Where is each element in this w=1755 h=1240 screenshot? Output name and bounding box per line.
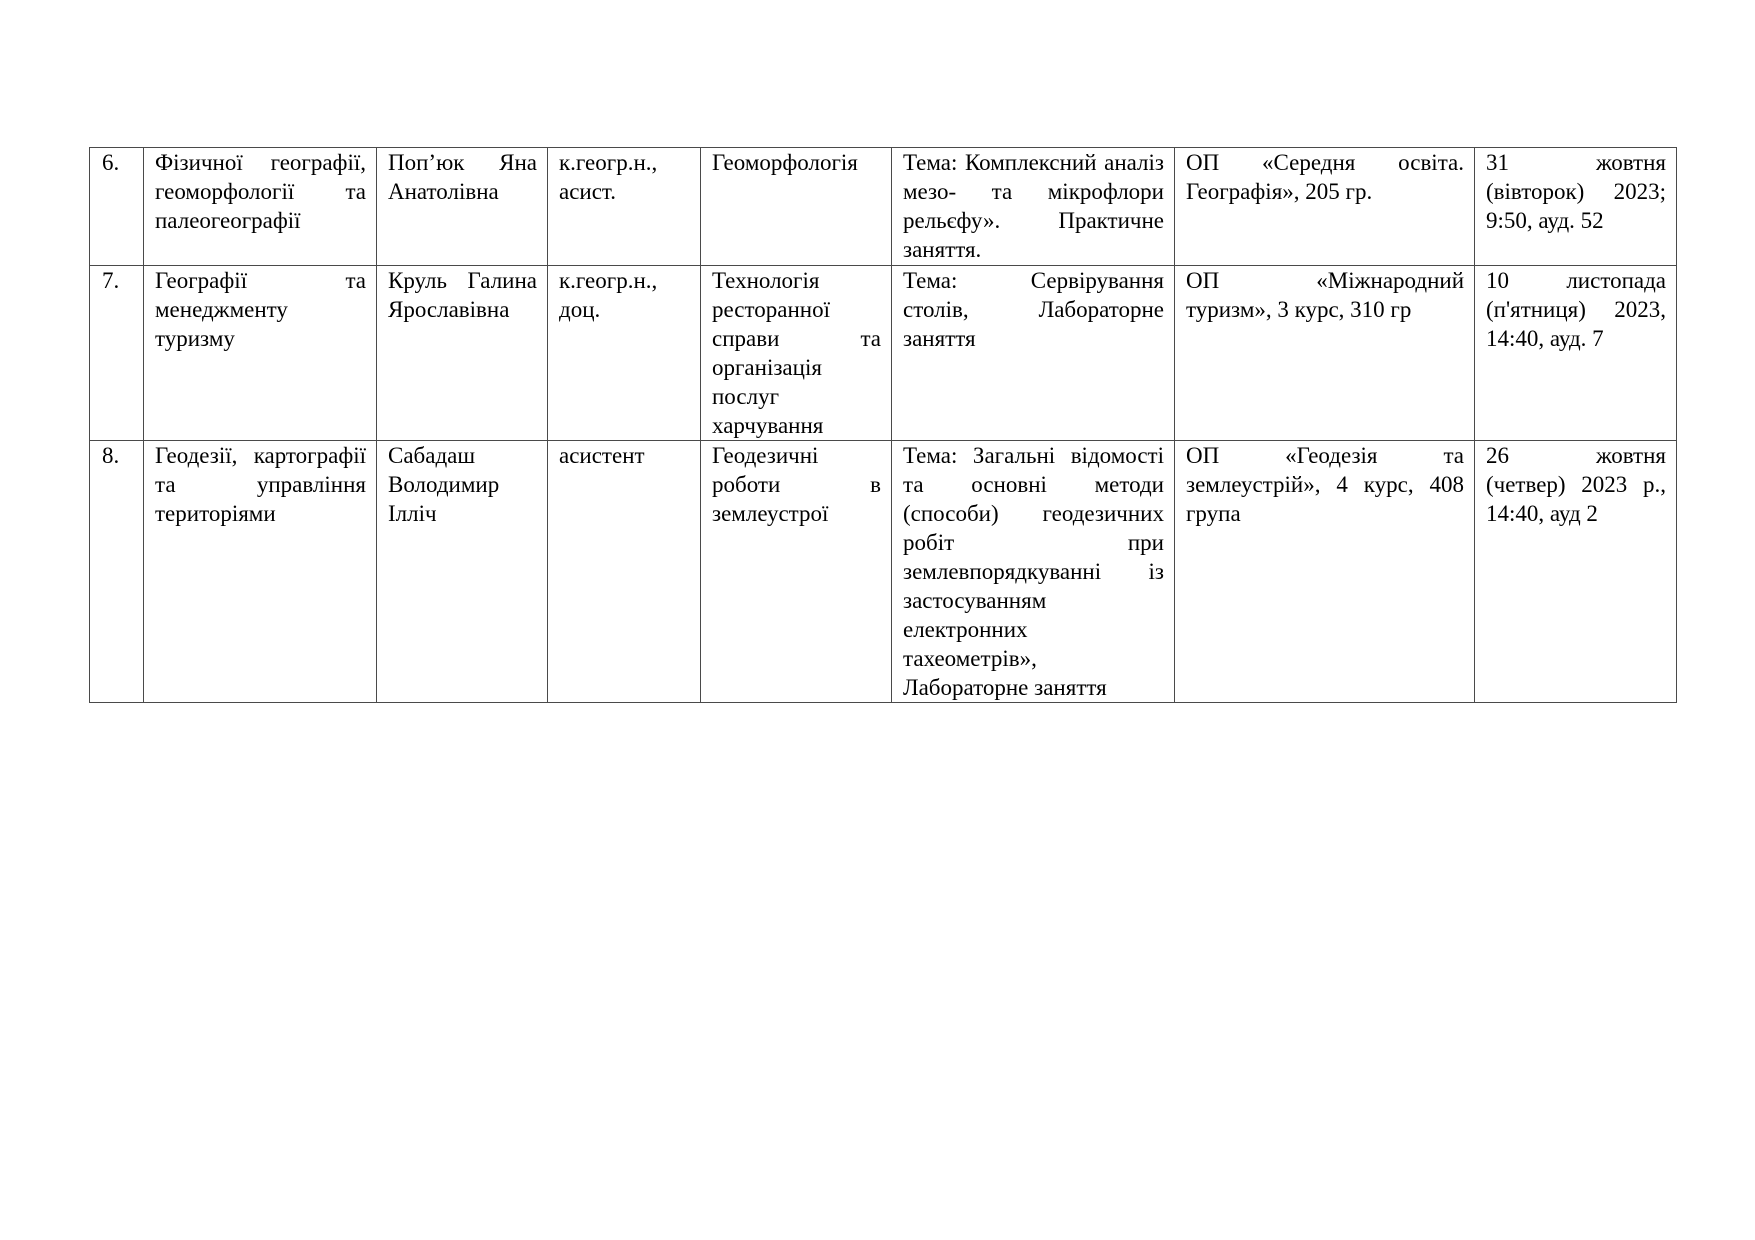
table-row [90, 266, 1677, 441]
discipline-cell: Геодезичні роботи в землеустрої [701, 441, 892, 703]
table-row [90, 148, 1677, 266]
program-cell: ОП «Середня освіта. Географія», 205 гр. [1175, 148, 1475, 266]
table-row [90, 441, 1677, 703]
degree-cell: к.геогр.н., доц. [548, 266, 701, 441]
department-cell: Геодезії, картографії та управління територіями [144, 441, 377, 703]
row-number: 7. [90, 266, 144, 441]
row-number: 6. [90, 148, 144, 266]
schedule-table [89, 147, 1677, 703]
topic-cell: Тема: Загальні відомості та основні методи (способи) геодезичних робіт при землевпорядкуванні із застосуванням електронних тахеометрів», Лабораторне заняття [892, 441, 1175, 703]
topic-cell: Тема: Комплексний аналіз мезо- та мікрофлори рельєфу». Практичне заняття. [892, 148, 1175, 266]
discipline-cell: Технологія ресторанної справи та організація послуг харчування [701, 266, 892, 441]
teacher-cell: Сабадаш Володимир Ілліч [377, 441, 548, 703]
discipline-cell: Геоморфологія [701, 148, 892, 266]
degree-cell: асистент [548, 441, 701, 703]
degree-cell: к.геогр.н., асист. [548, 148, 701, 266]
department-cell: Географії та менеджменту туризму [144, 266, 377, 441]
topic-cell: Тема: Сервірування столів, Лабораторне заняття [892, 266, 1175, 441]
teacher-cell: Поп’юк Яна Анатолівна [377, 148, 548, 266]
row-number: 8. [90, 441, 144, 703]
program-cell: ОП «Міжнародний туризм», 3 курс, 310 гр [1175, 266, 1475, 441]
teacher-cell: Круль Галина Ярославівна [377, 266, 548, 441]
datetime-cell: 10 листопада (п'ятниця) 2023, 14:40, ауд. 7 [1475, 266, 1677, 441]
datetime-cell: 31 жовтня (вівторок) 2023; 9:50, ауд. 52 [1475, 148, 1677, 266]
program-cell: ОП «Геодезія та землеустрій», 4 курс, 408 група [1175, 441, 1475, 703]
datetime-cell: 26 жовтня (четвер) 2023 р., 14:40, ауд 2 [1475, 441, 1677, 703]
department-cell: Фізичної географії, геоморфології та палеогеографії [144, 148, 377, 266]
